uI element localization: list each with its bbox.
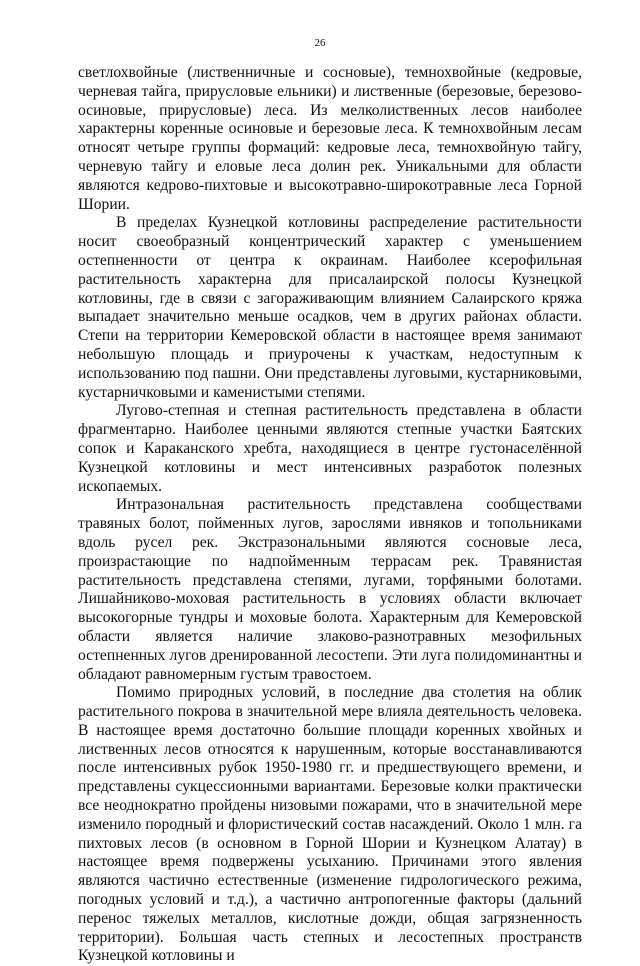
paragraph-human-impact: Помимо природных условий, в последние два столетия на облик растительного покрова в значительной мере влияла деятельность человека. В настоящее время достаточно большие площади коренных хвойных и лиственных лесов относятся к нарушенным, которые восстанавливаются после интенсивных рубок 1950-1980 гг. и предшествующего времени, и представлены сукцессионными вариантами. Березовые колки практически все неоднократно пройдены низовыми пожарами, что в значительной мере изменило породный и флористический состав насаждений. Около 1 млн. га пихтовых лесов (в основном в Горной Шории и Кузнецком Алатау) в настоящее время подвержены усыханию. Причинами этого явления являются частично естественные (изменение гидрологического режима, погодных условий и т.д.), а частично антропогенные факторы (дальний перенос тяжелых металлов, кислотные дожди, общая загрязненность территории). Большая часть степных и лесостепных пространств Кузнецкой котловины и <box>78 684 582 965</box>
page-body <box>78 64 582 966</box>
paragraph-kuznetsk-basin: В пределах Кузнецкой котловины распределение растительности носит своеобразный концентрический характер с уменьшением остепненности от центра к окраинам. Наиболее ксерофильная растительность характерна для присалаирской полосы Кузнецкой котловины, где в связи с загораживающим влиянием Салаирского кряжа выпадает значительно меньше осадков, чем в других районах области. Степи на территории Кемеровской области в настоящее время занимают небольшую площадь и приурочены к участкам, недоступным к использованию под пашни. Они представлены луговыми, кустарниковыми, кустарничковыми и каменистыми степями. <box>78 214 582 401</box>
paragraph-meadow-steppe: Лугово-степная и степная растительность представлена в области фрагментарно. Наиболее ценными являются степные участки Баятских сопок и Караканского хребта, находящиеся в центре густонаселённой Кузнецкой котловины и мест интенсивных разработок полезных ископаемых. <box>78 402 582 495</box>
paragraph-forest-types: светлохвойные (лиственничные и сосновые), темнохвойные (кедровые, черневая тайга, прирусловые ельники) и лиственные (березовые, березово-осиновые, прирусловые) леса. Из мелколиственных лесов наиболее характерны коренные осиновые и березовые леса. К темнохвойным лесам относят четыре группы формаций: кедровые леса, темнохвойную тайгу, черневую тайгу и еловые леса долин рек. Уникальными для области являются кедрово-пихтовые и высокотравно-широкотравные леса Горной Шории. <box>78 64 582 213</box>
page-number: 26 <box>314 37 326 49</box>
paragraph-intrazonal: Интразональная растительность представлена сообществами травяных болот, пойменных лугов, зарослями ивняков и топольниками вдоль русел рек. Экстразональными являются сосновые леса, произрастающие по надпойменным террасам рек. Травянистая растительность представлена степями, лугами, торфяными болотами. Лишайниково-моховая растительность в условиях области включает высокогорные тундры и моховые болота. Характерным для Кемеровской области является наличие злаково-разнотравных мезофильных остепненных лугов дренированной лесостепи. Эти луга полидоминантны и обладают равномерным густым травостоем. <box>78 496 582 683</box>
